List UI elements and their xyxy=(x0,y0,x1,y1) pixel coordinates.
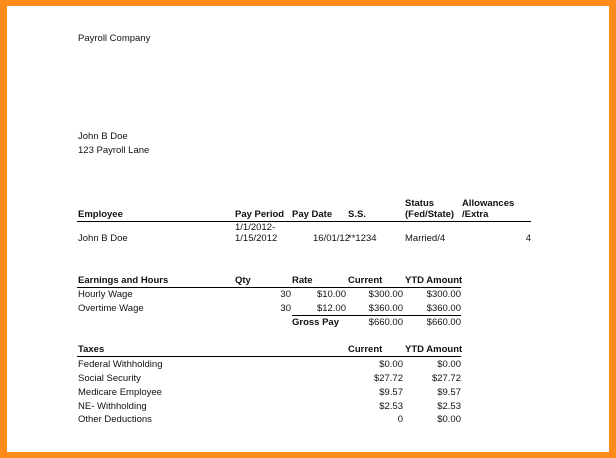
employee-address: 123 Payroll Lane xyxy=(78,145,150,156)
allowances-header-line2: /Extra xyxy=(462,209,489,220)
taxes-current-header: Current xyxy=(348,344,383,355)
tax-row-label: Social Security xyxy=(78,373,141,384)
gross-pay-current: $660.00 xyxy=(368,317,403,328)
earnings-row-rate: $12.00 xyxy=(316,303,346,314)
info-status: Married/4 xyxy=(405,233,446,244)
employee-name: John B Doe xyxy=(78,131,128,142)
document-page xyxy=(7,6,609,452)
tax-row-ytd: $9.57 xyxy=(437,387,461,398)
earnings-row-label: Overtime Wage xyxy=(78,303,144,314)
info-ss: **1234 xyxy=(348,233,377,244)
tax-row-current: 0 xyxy=(397,414,403,425)
pay-period-header: Pay Period xyxy=(235,209,285,220)
earnings-header-rule xyxy=(77,287,461,288)
earnings-current-header: Current xyxy=(348,275,383,286)
tax-row-ytd: $0.00 xyxy=(437,359,461,370)
info-pay-period-line2: 1/15/2012 xyxy=(235,233,278,244)
tax-row-current: $27.72 xyxy=(373,373,403,384)
earnings-row-current: $300.00 xyxy=(368,289,403,300)
tax-row-ytd: $2.53 xyxy=(437,401,461,412)
earnings-row-ytd: $360.00 xyxy=(426,303,461,314)
tax-row-label: NE- Withholding xyxy=(78,401,147,412)
taxes-header: Taxes xyxy=(78,344,105,355)
gross-pay-ytd: $660.00 xyxy=(426,317,461,328)
earnings-row-qty: 30 xyxy=(280,289,291,300)
tax-row-current: $9.57 xyxy=(379,387,403,398)
earnings-row-qty: 30 xyxy=(280,303,291,314)
rate-header: Rate xyxy=(292,275,313,286)
tax-row-ytd: $27.72 xyxy=(431,373,461,384)
earnings-ytd-header: YTD Amount xyxy=(405,275,463,286)
pay-date-header: Pay Date xyxy=(292,209,333,220)
info-header-rule xyxy=(77,221,531,222)
taxes-ytd-header: YTD Amount xyxy=(405,344,463,355)
earnings-header: Earnings and Hours xyxy=(78,275,169,286)
taxes-header-rule xyxy=(77,356,461,357)
info-pay-period-line1: 1/1/2012- xyxy=(235,222,276,233)
earnings-row-ytd: $300.00 xyxy=(426,289,461,300)
info-allowances: 4 xyxy=(525,233,531,244)
employee-header: Employee xyxy=(78,209,123,220)
status-header-line1: Status xyxy=(405,198,435,209)
gross-pay-rule xyxy=(292,315,461,316)
status-header-line2: (Fed/State) xyxy=(405,209,455,220)
info-pay-date: 16/01/12 xyxy=(313,233,350,244)
tax-row-ytd: $0.00 xyxy=(437,414,461,425)
tax-row-current: $0.00 xyxy=(379,359,403,370)
tax-row-label: Other Deductions xyxy=(78,414,152,425)
qty-header: Qty xyxy=(235,275,251,286)
earnings-row-current: $360.00 xyxy=(368,303,403,314)
company-name: Payroll Company xyxy=(78,33,151,44)
tax-row-label: Medicare Employee xyxy=(78,387,162,398)
info-employee: John B Doe xyxy=(78,233,128,244)
earnings-row-label: Hourly Wage xyxy=(78,289,133,300)
tax-row-current: $2.53 xyxy=(379,401,403,412)
gross-pay-label: Gross Pay xyxy=(292,317,339,328)
ss-header: S.S. xyxy=(348,209,366,220)
tax-row-label: Federal Withholding xyxy=(78,359,163,370)
allowances-header-line1: Allowances xyxy=(462,198,515,209)
earnings-row-rate: $10.00 xyxy=(316,289,346,300)
